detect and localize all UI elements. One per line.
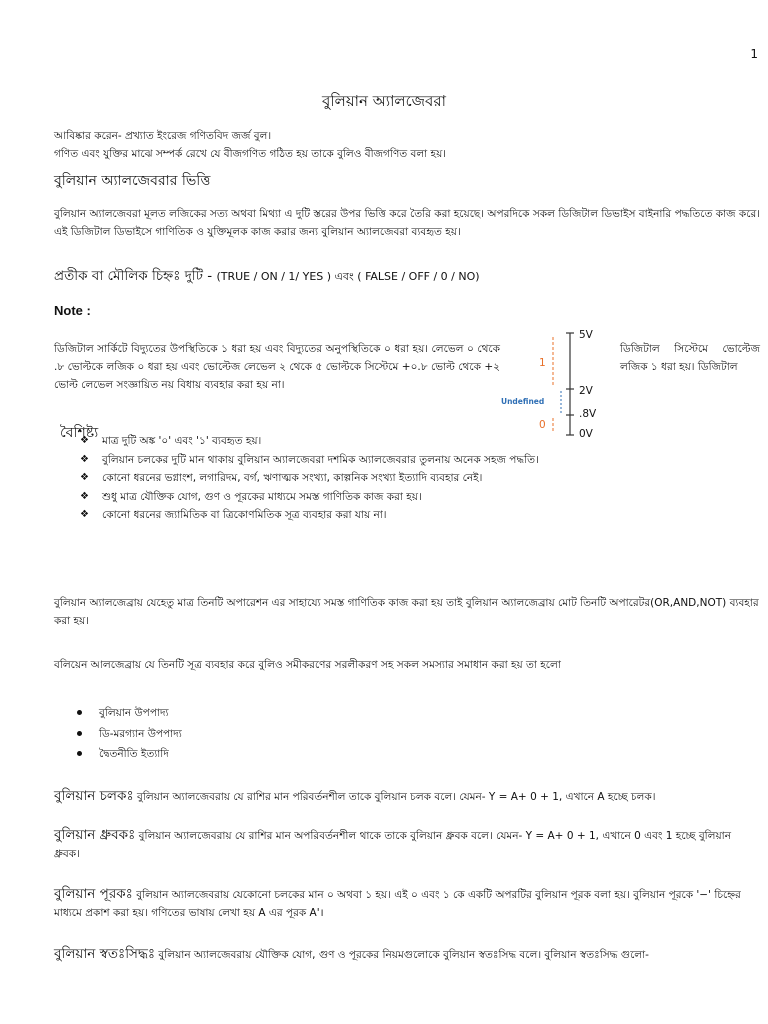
feature-item: ❖ মাত্র দুটি অঙ্ক '০' এবং '১' ব্যবহৃত হয়।: [78, 432, 758, 451]
logic-zero-label: 0: [539, 419, 546, 431]
level-08v-label: .8V: [579, 408, 597, 420]
intro-block: [54, 127, 760, 163]
law-item: দ্বৈতনীতি ইত্যাদি: [54, 744, 760, 765]
features-heading: বৈশিষ্ট্য: [60, 425, 99, 441]
feature-item: ❖ কোনো ধরনের জ্যামিতিক বা ত্রিকোণমিতিক সূত্র ব্যবহার করা যায় না।: [78, 506, 758, 525]
feature-item: ❖ বুলিয়ান চলকের দুটি মান থাকায় বুলিয়ান অ্যালজেবরা দশমিক অ্যালজেবরার তুলনায় অনেক সহজ পদ্ধতি।: [78, 451, 758, 470]
laws-list-block: [54, 703, 760, 765]
constant-term: বুলিয়ান ধ্রুবকঃ: [54, 827, 136, 843]
logic-one-label: 1: [539, 357, 546, 369]
note-left-text: ডিজিটাল সার্কিটে বিদ্যুতের উপস্থিতিকে ১ ধরা হয় এবং বিদ্যুতের অনুপস্থিতিকে ০ ধরা হয়। লেভেল ০ থেকে .৮ ভোল্টকে লজিক ০ ধরা হয় এবং ভোল্টেজ লেভেল ২ থেকে ৫ ভোল্টকে সিস্টেমে +০.৮ ভোল্ট থেকে +২ ভোল্ট লেভেল সংজ্ঞায়িত নয় বিধায় ব্যবহার করা হয় না।: [54, 343, 500, 391]
complement-term: বুলিয়ান পূরকঃ: [54, 886, 133, 902]
variable-text: বুলিয়ান অ্যালজেবরায় যে রাশির মান পরিবর্তনশীল তাকে বুলিয়ান চলক বলে। যেমন- Y = A+ 0 + 1, এখানে A হচ্ছে চলক।: [133, 791, 656, 803]
symbols-label: প্রতীক বা মৌলিক চিহ্নঃ দুটি -: [54, 268, 217, 284]
operators-paragraph: বুলিয়ান অ্যালজেব্রায় যেহেতু মাত্র তিনটি অপারেশন এর সাহায্যে সমস্ত গাণিতিক কাজ করা হয় তাই বুলিয়ান অ্যালজেব্রায় মোট তিনটি অপারেটর(OR,AND,NOT) ব্যবহার করা হয়।: [54, 597, 759, 627]
laws-list: [54, 703, 760, 765]
axioms-definition: [54, 945, 760, 964]
note-right-text: ডিজিটাল সিস্টেমে ভোল্টেজ লজিক ১ ধরা হয়। ডিজিটাল: [620, 343, 760, 373]
axioms-text: বুলিয়ান অ্যালজেবরায় যৌক্তিক যোগ, গুণ ও পূরকের নিয়মগুলোকে বুলিয়ান স্বতঃসিদ্ধ বলে। বুলিয়ান স্বতঃসিদ্ধ গুলো-: [155, 949, 649, 961]
complement-text: বুলিয়ান অ্যালজেবরায় যেকোনো চলকের মান ০ অথবা ১ হয়। এই ০ এবং ১ কে একটি অপরটির বুলিয়ান পূরক বলা হয়। বুলিয়ান পূরকে '−' চিহ্নের মাধ্যমে প্রকাশ করা হয়। গণিতের ভাষায় লেখা হয় A এর পূরক A'।: [54, 889, 741, 919]
page-number: 1: [750, 47, 758, 61]
basis-heading: বুলিয়ান অ্যালজেবরার ভিত্তি: [54, 173, 211, 189]
symbols-line: [54, 265, 760, 288]
symbols-false-set: ( FALSE / OFF / 0 / NO): [357, 270, 480, 283]
law-item: ডি-মরগ্যান উপপাদ্য: [54, 724, 760, 745]
law-item: বুলিয়ান উপপাদ্য: [54, 703, 760, 724]
feature-item: ❖ শুধু মাত্র যৌক্তিক যোগ, গুণ ও পূরকের মাধ্যমে সমস্ত গাণিতিক কাজ করা হয়।: [78, 488, 758, 507]
feature-item: ❖ কোনো ধরনের ভগ্নাংশ, লগারিদম, বর্গ, ঋণাত্মক সংখ্যা, কাল্পনিক সংখ্যা ইত্যাদি ব্যবহার নেই।: [78, 469, 758, 488]
level-5v-label: 5V: [579, 329, 593, 341]
undefined-label: Undefined: [501, 397, 545, 406]
constant-text: বুলিয়ান অ্যালজেবরায় যে রাশির মান অপরিবর্তনশীল থাকে তাকে বুলিয়ান ধ্রুবক বলে। যেমন- Y = A+ 0 + 1, এখানে 0 এবং 1 হচ্ছে বুলিয়ান ধ্রুবক।: [54, 830, 731, 860]
intro-line-discoverer: আবিষ্কার করেন- প্রখ্যাত ইংরেজ গণিতবিদ জর্জ বুল।: [54, 130, 272, 142]
symbols-true-set: (TRUE / ON / 1/ YES ): [216, 270, 332, 283]
features-list-block: [78, 432, 758, 525]
variable-definition: [54, 787, 760, 806]
note-heading: [54, 302, 760, 321]
document-title: বুলিয়ান অ্যালজেবরা: [322, 92, 446, 110]
level-0v-label: 0V: [579, 428, 593, 440]
note-label: Note :: [54, 303, 91, 318]
axioms-term: বুলিয়ান স্বতঃসিদ্ধঃ: [54, 946, 156, 962]
basis-paragraph: বুলিয়ান অ্যালজেবরা মূলত লজিকের সত্য অথবা মিথ্যা এ দুটি স্তরের উপর ভিত্তি করে তৈরি করা হয়েছে। অপরদিকে সকল ডিজিটাল ডিভাইস বাইনারি পদ্ধতিতে কাজ করে। এই ডিজিটাল ডিভাইসে গাণিতিক ও যুক্তিমূলক কাজ করার জন্য বুলিয়ান অ্যালজেবরা ব্যবহৃত হয়।: [54, 208, 760, 238]
symbols-and-word: এবং: [331, 270, 358, 283]
complement-definition: [54, 885, 760, 922]
level-2v-label: 2V: [579, 385, 593, 397]
variable-term: বুলিয়ান চলকঃ: [54, 788, 134, 804]
intro-line-definition: গণিত এবং যুক্তির মাঝে সম্পর্ক রেখে যে বীজগণিত গঠিত হয় তাকে বুলিও বীজগণিত বলা হয়।: [54, 148, 447, 160]
features-list: [78, 432, 758, 525]
constant-definition: [54, 826, 760, 863]
laws-intro: বলিয়েন আলজেব্রায় যে তিনটি সূত্র ব্যবহার করে বুলিও সমীকরণের সরলীকরণ সহ সকল সমস্যার সমাধান করা হয় তা হলো: [54, 659, 561, 671]
